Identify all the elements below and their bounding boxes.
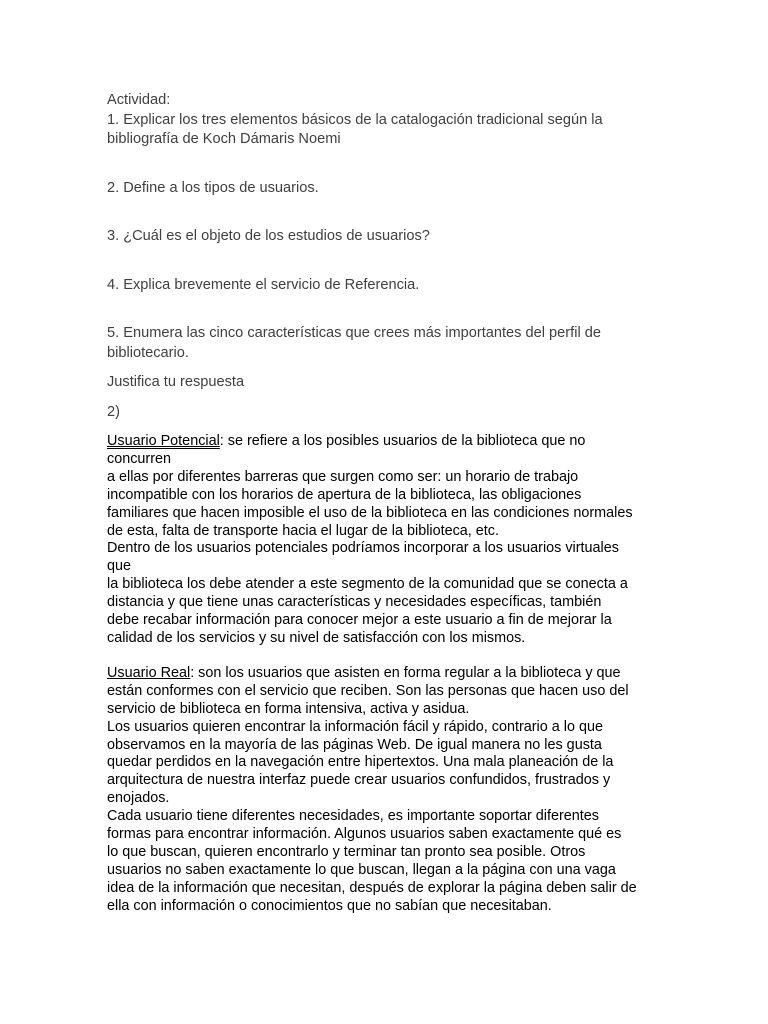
paragraph-line: distancia y que tiene unas características y necesidades específicas, también [107,594,602,611]
paragraph-line: familiares que hacen imposible el uso de la biblioteca en las condiciones normales [107,504,633,521]
question-3: 3. ¿Cuál es el objeto de los estudios de usuarios? [107,228,430,244]
paragraph-line: debe recabar información para conocer mejor a este usuario a fin de mejorar la [107,612,612,629]
paragraph-line: idea de la información que necesitan, después de explorar la página deben salir de [107,879,637,896]
paragraph-line: Cada usuario tiene diferentes necesidades, es importante soportar diferentes [107,808,599,825]
paragraph-line: formas para encontrar información. Algunos usuarios saben exactamente qué es [107,826,622,843]
paragraph-line: la biblioteca los debe atender a este segmento de la comunidad que se conecta a [107,576,628,593]
question-5-line-2: bibliotecario. [107,344,189,361]
question-5-line-1: 5. Enumera las cinco características que crees más importantes del perfil de [107,325,601,341]
usuario-real-section [107,665,667,916]
usuario-real-line-1 [107,665,667,683]
justify-instruction: Justifica tu respuesta [107,374,245,390]
usuario-potencial-line-1 [107,433,667,451]
paragraph-line: Los usuarios quieren encontrar la información fácil y rápido, contrario a lo que [107,718,603,735]
paragraph-line: usuarios no saben exactamente lo que buscan, llegan a la página con una vaga [107,861,616,878]
paragraph-line: a ellas por diferentes barreras que surgen como ser: un horario de trabajo [107,468,579,485]
usuario-potencial-term: Usuario Potencial [107,433,220,449]
paragraph-line: arquitectura de nuestra interfaz puede crear usuarios confundidos, frustrados y [107,772,611,789]
paragraph-line: observamos en la mayoría de las páginas Web. De igual manera no les gusta [107,736,602,753]
paragraph-line: que [107,558,132,575]
paragraph-line: de esta, falta de transporte hacia el lugar de la biblioteca, etc. [107,522,499,539]
activity-section [107,91,667,422]
question-4: 4. Explica brevemente el servicio de Referencia. [107,276,420,293]
document-body [107,91,667,916]
paragraph-line: concurren [107,450,171,467]
activity-heading: Actividad: [107,92,171,108]
question-1-line-1: 1. Explicar los tres elementos básicos de la catalogación tradicional según la [107,111,603,128]
question-1-line-2: bibliografía de Koch Dámaris Noemi [107,131,341,147]
paragraph-line: ella con información o conocimientos que no sabían que necesitaban. [107,897,552,914]
paragraph-line: están conformes con el servicio que reciben. Son las personas que hacen uso del [107,682,629,699]
usuario-potencial-text: : se refiere a los posibles usuarios de la biblioteca que no [219,433,586,449]
paragraph-line: Dentro de los usuarios potenciales podríamos incorporar a los usuarios virtuales [107,540,619,557]
usuario-real-term: Usuario Real [107,664,191,681]
paragraph-line: quedar perdidos en la navegación entre hipertextos. Una mala planeación de la [107,754,614,771]
paragraph-line: enojados. [107,790,170,807]
paragraph-line: calidad de los servicios y su nivel de satisfacción con los mismos. [107,629,526,646]
answer-number: 2) [107,403,120,420]
paragraph-line: lo que buscan, quieren encontrarlo y terminar tan pronto sea posible. Otros [107,843,586,860]
paragraph-line: incompatible con los horarios de apertura de la biblioteca, las obligaciones [107,486,582,503]
question-2: 2. Define a los tipos de usuarios. [107,179,319,196]
usuario-real-text: : son los usuarios que asisten en forma regular a la biblioteca y que [190,664,621,681]
usuario-potencial-section [107,433,667,648]
paragraph-line: servicio de biblioteca en forma intensiva, activa y asidua. [107,700,470,717]
